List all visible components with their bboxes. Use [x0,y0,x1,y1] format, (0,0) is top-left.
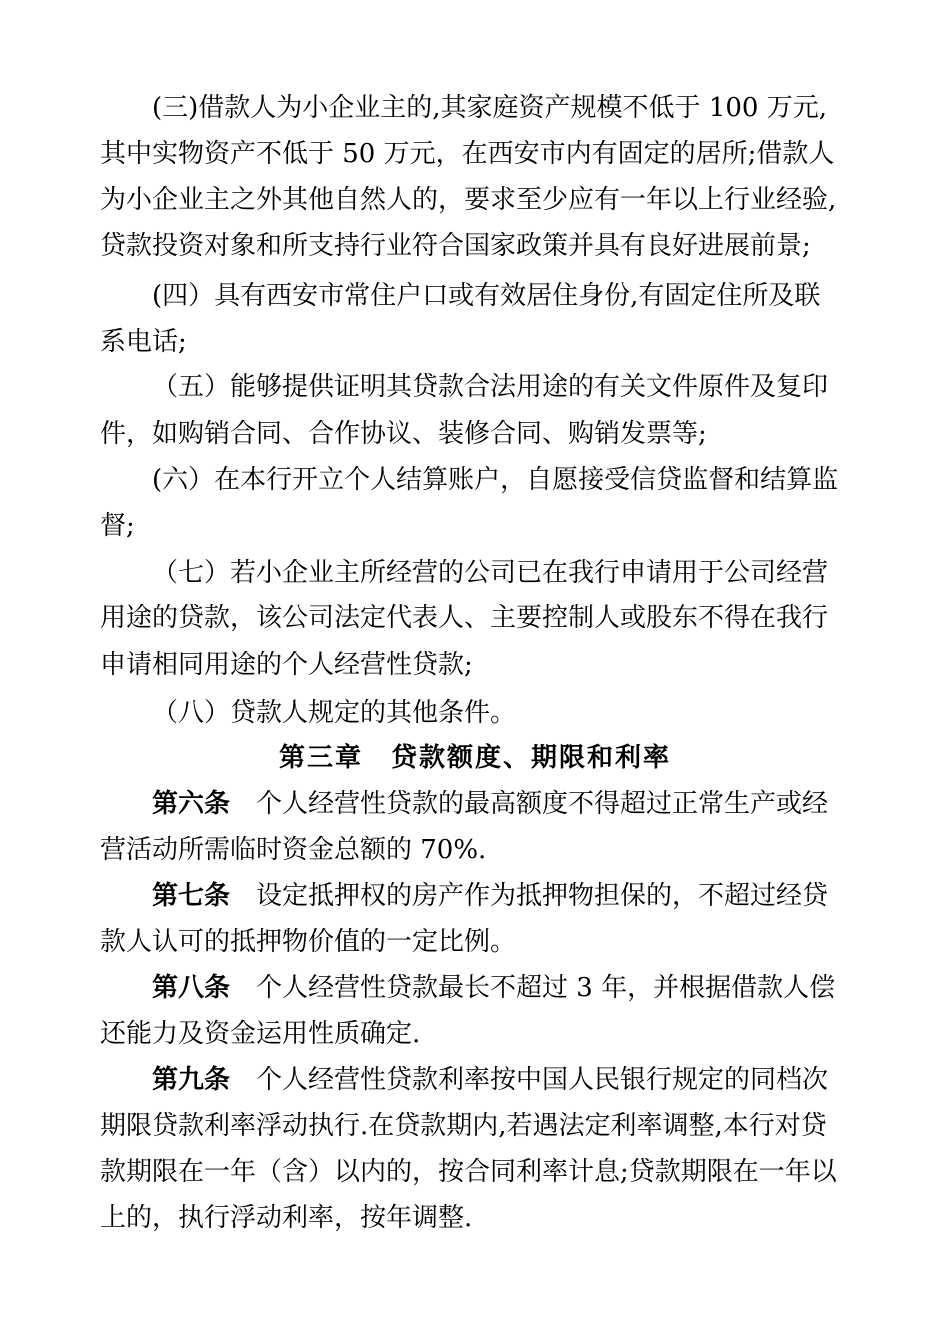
article-7-label: 第七条 [152,881,231,911]
article-6-line-1 [152,784,950,824]
clause-7-line-3: 申请相同用途的个人经营性贷款; [100,650,473,680]
clause-5-line-1: （五）能够提供证明其贷款合法用途的有关文件原件及复印 [152,372,829,402]
clause-8-line-1: （八）贷款人规定的其他条件。 [152,698,517,728]
clause-3-line-1: (三)借款人为小企业主的,其家庭资产规模不低于 100 万元, [152,93,827,123]
clause-4-line-1: (四）具有西安市常住户口或有效居住身份,有固定住所及联 [152,281,821,311]
article-9-line-4: 上的，执行浮动利率，按年调整. [100,1203,473,1233]
clause-4-line-2: 系电话; [100,327,187,357]
article-8-line-2: 还能力及资金运用性质确定. [100,1019,421,1049]
article-7-line-2: 款人认可的抵押物价值的一定比例。 [100,927,517,957]
article-9-line-2: 期限贷款利率浮动执行.在贷款期内,若遇法定利率调整,本行对贷 [100,1111,827,1141]
chapter-3-heading: 第三章 贷款额度、期限和利率 [278,743,671,773]
article-6-line-2: 营活动所需临时资金总额的 70%. [100,835,487,865]
clause-5-line-2: 件，如购销合同、合作协议、装修合同、购销发票等; [100,419,707,449]
clause-3-line-2: 其中实物资产不低于 50 万元，在西安市内有固定的居所;借款人 [100,139,835,169]
article-9-text-1: 个人经营性贷款利率按中国人民银行规定的同档次 [256,1065,829,1095]
clause-6-line-2: 督; [100,511,135,541]
clause-6-line-1: (六）在本行开立个人结算账户，自愿接受信贷监督和结算监 [152,465,839,495]
article-8-text-1: 个人经营性贷款最长不超过 3 年，并根据借款人偿 [256,973,836,1003]
article-8-label: 第八条 [152,973,231,1003]
article-6-label: 第六条 [152,789,231,819]
article-6-text-1: 个人经营性贷款的最高额度不得超过正常生产或经 [256,789,829,819]
clause-7-line-2: 用途的贷款，该公司法定代表人、主要控制人或股东不得在我行 [100,603,829,633]
article-9-label: 第九条 [152,1065,231,1095]
article-9-line-3: 款期限在一年（含）以内的，按合同利率计息;贷款期限在一年以 [100,1157,837,1187]
clause-7-line-1: （七）若小企业主所经营的公司已在我行申请用于公司经营 [152,558,829,588]
clause-3-line-3: 为小企业主之外其他自然人的，要求至少应有一年以上行业经验, [100,185,837,215]
article-7-line-1 [152,876,950,916]
clause-3-line-4: 贷款投资对象和所支持行业符合国家政策并具有良好进展前景; [100,231,811,261]
article-9-line-1 [152,1060,950,1100]
article-7-text-1: 设定抵押权的房产作为抵押物担保的，不超过经贷 [256,881,829,911]
article-8-line-1 [152,968,950,1008]
